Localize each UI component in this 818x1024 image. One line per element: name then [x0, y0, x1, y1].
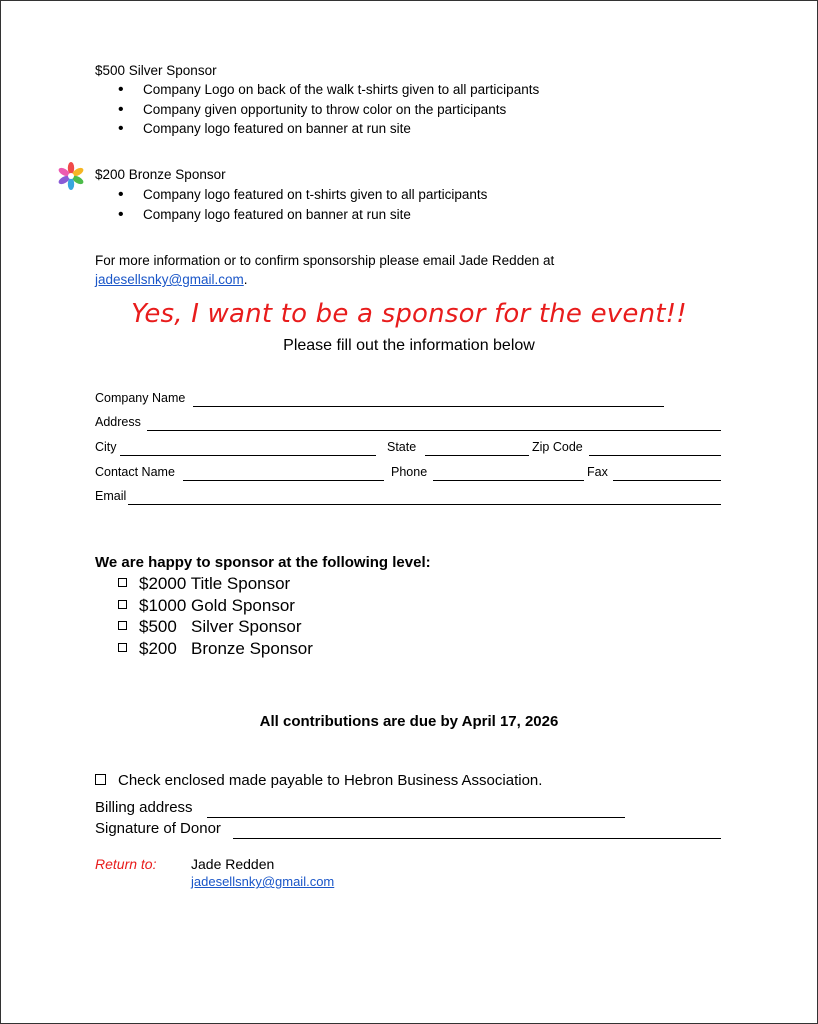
contact-name-label: Contact Name	[95, 465, 175, 479]
address-row	[95, 411, 721, 431]
email-label: Email	[95, 489, 127, 503]
fax-label: Fax	[587, 465, 608, 479]
return-name: Jade Redden	[191, 856, 275, 872]
state-label: State	[387, 440, 417, 454]
sponsor-cta-subline: Please fill out the information below	[283, 337, 535, 354]
contributions-due-notice: All contributions are due by April 17, 2026	[259, 713, 559, 730]
list-item: • Company logo featured on banner at run site	[118, 119, 539, 139]
fax-field[interactable]	[613, 480, 721, 481]
level-option-gold[interactable]: $1000 Gold Sponsor	[118, 595, 313, 617]
company-name-label: Company Name	[95, 391, 186, 405]
return-email-link[interactable]: jadesellsnky@gmail.com	[191, 874, 335, 889]
signature-field[interactable]	[233, 838, 721, 839]
address-label: Address	[95, 415, 141, 429]
phone-field[interactable]	[433, 480, 584, 481]
contact-email-period: .	[243, 272, 248, 287]
company-name-field[interactable]	[193, 406, 664, 407]
billing-address-row	[95, 796, 721, 818]
email-field[interactable]	[128, 504, 721, 505]
bronze-benefits-list	[118, 185, 487, 224]
signature-row	[95, 817, 721, 839]
contact-email-line	[95, 272, 248, 287]
contact-email-link[interactable]: jadesellsnky@gmail.com	[95, 272, 244, 287]
colorful-hands-logo-icon	[54, 159, 88, 193]
list-item: • Company logo featured on t-shirts given to all participants	[118, 185, 487, 205]
checkbox-icon[interactable]	[95, 774, 106, 785]
return-email-line	[191, 874, 334, 889]
contact-phone-fax-row	[95, 461, 721, 481]
zip-code-label: Zip Code	[532, 440, 583, 454]
contact-info-text: For more information or to confirm sponsorship please email Jade Redden at	[95, 253, 555, 268]
company-name-row	[95, 387, 721, 407]
sponsor-level-heading: We are happy to sponsor at the following level:	[95, 554, 431, 571]
address-field[interactable]	[147, 430, 721, 431]
checkbox-icon[interactable]	[118, 643, 127, 652]
billing-address-label: Billing address	[95, 799, 193, 816]
check-enclosed-row[interactable]	[95, 772, 542, 789]
level-option-title[interactable]: $2000 Title Sponsor	[118, 573, 313, 595]
bronze-sponsor-heading: $200 Bronze Sponsor	[95, 167, 226, 182]
city-state-zip-row	[95, 436, 721, 456]
checkbox-icon[interactable]	[118, 600, 127, 609]
contact-name-field[interactable]	[183, 480, 384, 481]
email-row	[95, 485, 721, 505]
sponsor-cta-headline: Yes, I want to be a sponsor for the event!!	[131, 299, 687, 329]
zip-code-field[interactable]	[589, 455, 721, 456]
sponsor-level-options	[118, 573, 313, 659]
return-to-label: Return to:	[95, 856, 157, 872]
silver-benefits-list	[118, 80, 539, 139]
list-item: • Company logo featured on banner at run site	[118, 205, 487, 225]
level-option-silver[interactable]: $500 Silver Sponsor	[118, 616, 313, 638]
signature-label: Signature of Donor	[95, 820, 221, 837]
checkbox-icon[interactable]	[118, 621, 127, 630]
state-field[interactable]	[425, 455, 529, 456]
list-item: • Company given opportunity to throw color on the participants	[118, 100, 539, 120]
silver-sponsor-heading: $500 Silver Sponsor	[95, 63, 217, 78]
city-label: City	[95, 440, 117, 454]
level-option-bronze[interactable]: $200 Bronze Sponsor	[118, 638, 313, 660]
checkbox-icon[interactable]	[118, 578, 127, 587]
list-item: • Company Logo on back of the walk t-shirts given to all participants	[118, 80, 539, 100]
check-enclosed-label: Check enclosed made payable to Hebron Business Association.	[118, 772, 543, 789]
city-field[interactable]	[120, 455, 376, 456]
phone-label: Phone	[391, 465, 428, 479]
